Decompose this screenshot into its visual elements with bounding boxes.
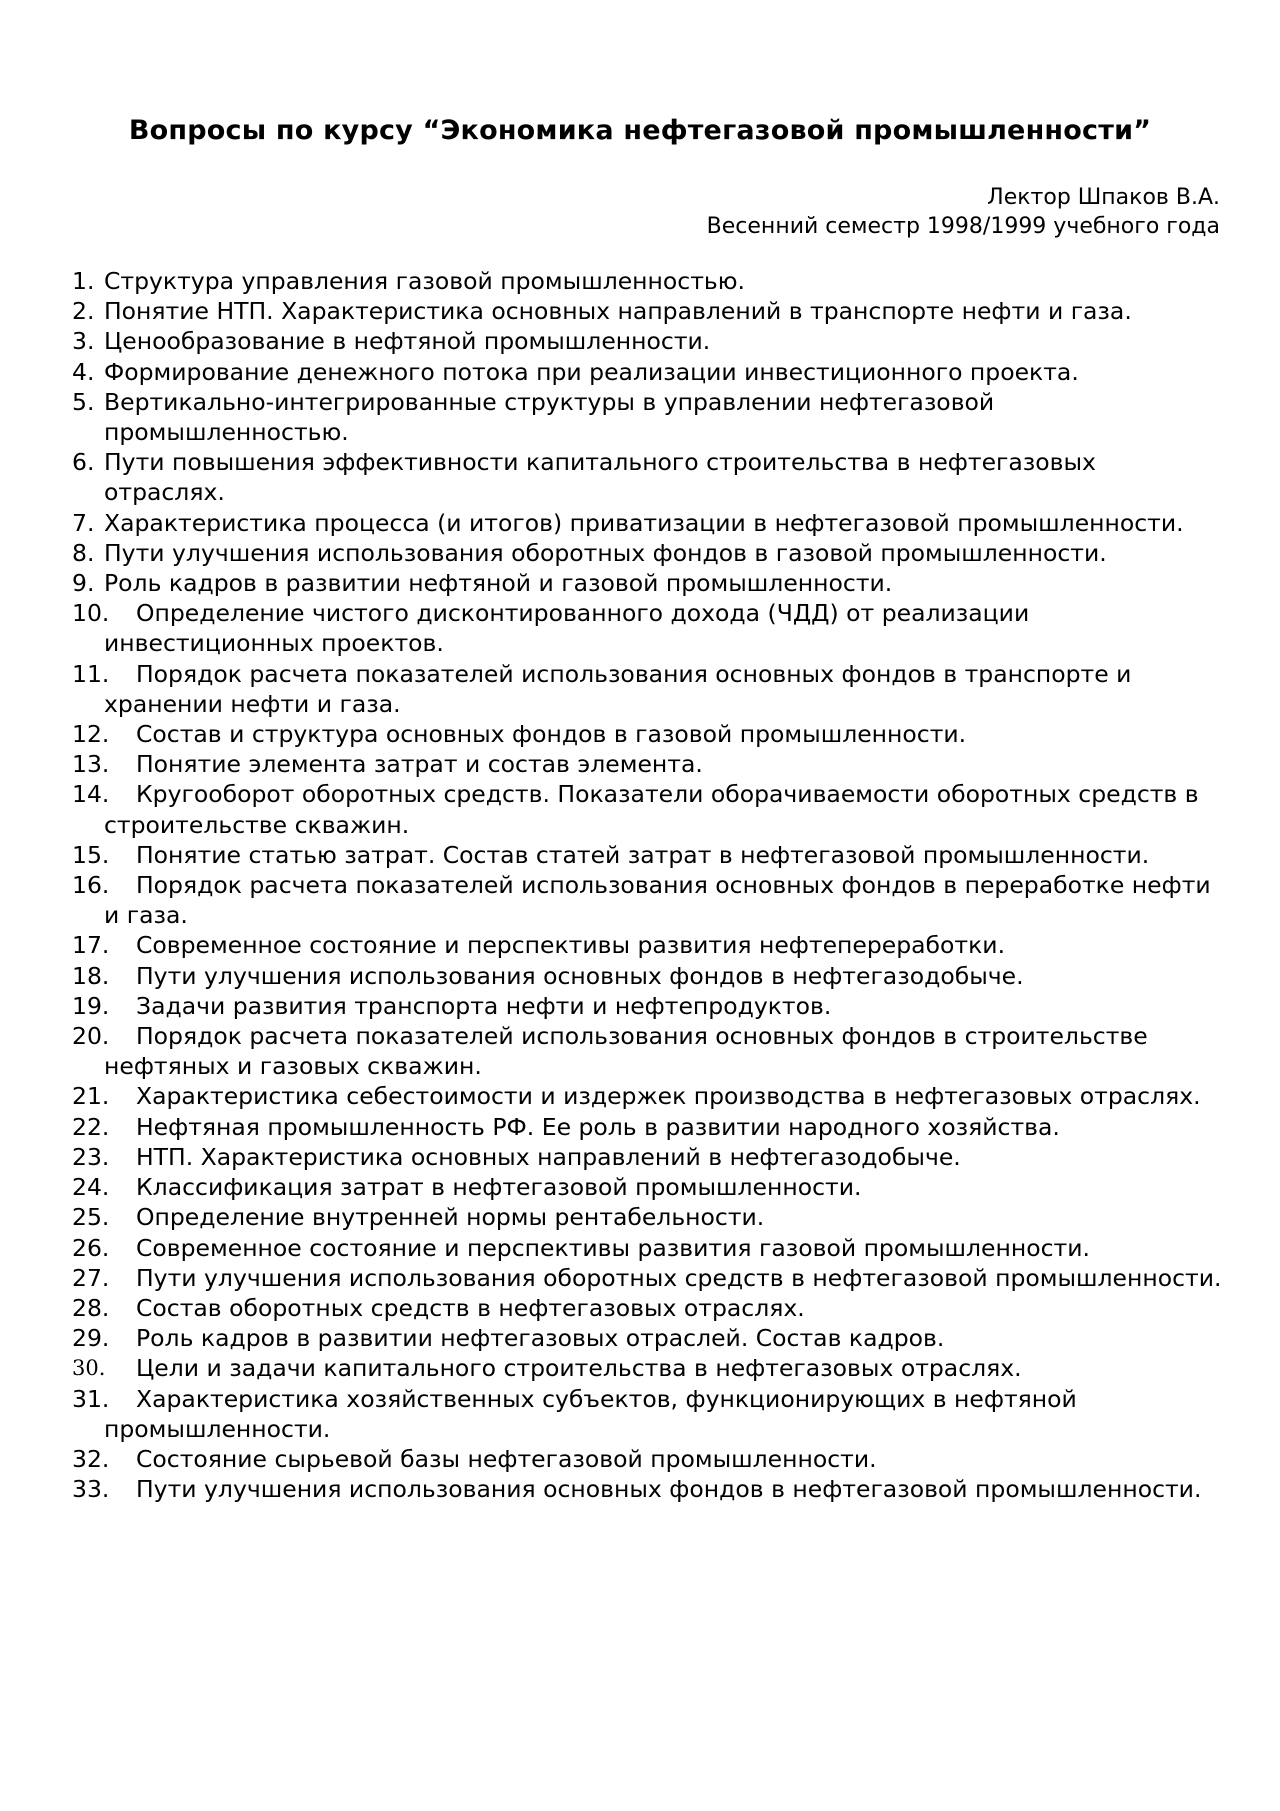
question-number: 2. — [72, 297, 95, 326]
question-number: 26. — [72, 1233, 110, 1262]
question-text: Порядок расчета показателей использования основных фондов в строительстве нефтяных и газовых скважин. — [104, 1022, 1148, 1081]
question-item — [72, 1474, 1222, 1504]
question-text: Характеристика процесса (и итогов) приватизации в нефтегазовой промышленности. — [104, 508, 1184, 537]
question-text: Порядок расчета показателей использования основных фондов в транспорте и хранении нефти и газа. — [104, 659, 1132, 718]
question-text: Нефтяная промышленность РФ. Ее роль в развитии народного хозяйства. — [136, 1112, 1060, 1141]
question-item — [72, 598, 1222, 658]
question-number: 33. — [72, 1475, 110, 1504]
question-text: Кругооборот оборотных средств. Показатели оборачиваемости оборотных средств в строительстве скважин. — [104, 780, 1199, 839]
question-number: 15. — [72, 840, 110, 869]
question-number: 1. — [72, 267, 95, 295]
question-item — [72, 1081, 1222, 1111]
question-number: 27. — [72, 1263, 110, 1292]
question-number: 32. — [72, 1444, 110, 1473]
question-item — [72, 508, 1222, 538]
question-item — [72, 568, 1222, 598]
question-number: 17. — [72, 931, 110, 960]
question-number: 5. — [72, 387, 95, 416]
question-number: 12. — [72, 720, 110, 749]
question-text: Задачи развития транспорта нефти и нефтепродуктов. — [136, 991, 832, 1020]
lecturer-line: Лектор Шпаков В.А. — [987, 185, 1220, 210]
question-number: 16. — [72, 871, 110, 900]
question-number: 13. — [72, 750, 110, 779]
question-number: 7. — [72, 508, 95, 537]
question-item — [72, 1323, 1222, 1353]
question-item — [72, 1353, 1222, 1383]
question-item — [72, 1021, 1222, 1081]
question-number: 22. — [72, 1112, 110, 1141]
question-text: Определение внутренней нормы рентабельности. — [136, 1203, 765, 1232]
question-number: 24. — [72, 1173, 110, 1202]
question-item — [72, 1293, 1222, 1323]
question-text: Понятие элемента затрат и состав элемента. — [136, 750, 703, 779]
question-text: Пути повышения эффективности капитального строительства в нефтегазовых отраслях. — [104, 448, 1096, 507]
question-item — [72, 387, 1222, 447]
question-text: Современное состояние и перспективы развития нефтепереработки. — [136, 931, 1006, 960]
question-number: 14. — [72, 780, 110, 809]
question-item — [72, 357, 1222, 387]
question-text: Характеристика хозяйственных субъектов, функционирующих в нефтяной промышленности. — [104, 1384, 1077, 1443]
question-text: Состояние сырьевой базы нефтегазовой промышленности. — [136, 1444, 877, 1473]
question-text: Порядок расчета показателей использования основных фондов в переработке нефти и газа. — [104, 871, 1211, 930]
question-number: 8. — [72, 538, 95, 567]
question-item — [72, 1233, 1222, 1263]
question-text: Роль кадров в развитии нефтяной и газовой промышленности. — [104, 569, 893, 598]
question-text: Цели и задачи капитального строительства в нефтегазовых отраслях. — [136, 1354, 1022, 1383]
question-item — [72, 719, 1222, 749]
question-text: Классификация затрат в нефтегазовой промышленности. — [136, 1173, 862, 1202]
question-number: 20. — [72, 1022, 110, 1051]
question-number: 31. — [72, 1384, 110, 1413]
question-number: 25. — [72, 1203, 110, 1232]
question-number: 30. — [72, 1356, 106, 1381]
question-text: Состав и структура основных фондов в газовой промышленности. — [136, 720, 967, 749]
question-item — [72, 1172, 1222, 1202]
question-text: Пути улучшения использования оборотных фондов в газовой промышленности. — [104, 538, 1107, 567]
question-text: Характеристика себестоимости и издержек производства в нефтегазовых отраслях. — [136, 1082, 1201, 1111]
question-item — [72, 779, 1222, 839]
question-text: Понятие статью затрат. Состав статей затрат в нефтегазовой промышленности. — [136, 840, 1150, 869]
question-number: 18. — [72, 961, 110, 990]
question-item — [72, 538, 1222, 568]
question-item — [72, 930, 1222, 960]
question-item — [72, 991, 1222, 1021]
question-item — [72, 266, 1222, 296]
question-number: 10. — [72, 599, 110, 628]
question-number: 19. — [72, 991, 110, 1020]
question-text: Определение чистого дисконтированного дохода (ЧДД) от реализации инвестиционных проектов. — [104, 599, 1030, 658]
question-number: 9. — [72, 569, 95, 598]
question-number: 23. — [72, 1142, 110, 1171]
question-text: Пути улучшения использования основных фондов в нефтегазодобыче. — [136, 961, 1024, 990]
question-number: 6. — [72, 448, 95, 477]
question-text: Пути улучшения использования основных фондов в нефтегазовой промышленности. — [136, 1475, 1202, 1504]
question-item — [72, 870, 1222, 930]
document-title: Вопросы по курсу “Экономика нефтегазовой промышленности” — [128, 115, 1152, 146]
question-text: Понятие НТП. Характеристика основных направлений в транспорте нефти и газа. — [104, 297, 1132, 326]
question-text: Пути улучшения использования оборотных средств в нефтегазовой промышленности. — [136, 1263, 1222, 1292]
question-item — [72, 1263, 1222, 1293]
question-number: 4. — [72, 357, 95, 386]
question-text: Формирование денежного потока при реализации инвестиционного проекта. — [104, 357, 1079, 386]
question-item — [72, 296, 1222, 326]
question-number: 29. — [72, 1324, 110, 1353]
question-number: 21. — [72, 1082, 110, 1111]
question-text: Роль кадров в развитии нефтегазовых отраслей. Состав кадров. — [136, 1324, 945, 1353]
question-text: Ценообразование в нефтяной промышленности. — [104, 327, 711, 356]
question-text: Структура управления газовой промышленностью. — [104, 267, 745, 295]
semester-line: Весенний семестр 1998/1999 учебного года — [706, 214, 1220, 239]
question-item — [72, 326, 1222, 356]
question-item — [72, 749, 1222, 779]
question-number: 3. — [72, 327, 95, 356]
question-text: Современное состояние и перспективы развития газовой промышленности. — [136, 1233, 1090, 1262]
question-item — [72, 840, 1222, 870]
document-meta — [707, 183, 1220, 241]
question-item — [72, 659, 1222, 719]
question-text: НТП. Характеристика основных направлений в нефтегазодобыче. — [136, 1142, 961, 1171]
question-item — [72, 1142, 1222, 1172]
question-text: Вертикально-интегрированные структуры в управлении нефтегазовой промышленностью. — [104, 387, 995, 447]
question-item — [72, 1112, 1222, 1142]
question-item — [72, 1202, 1222, 1232]
questions-list — [72, 266, 1222, 1504]
question-item — [72, 1384, 1222, 1444]
question-text: Состав оборотных средств в нефтегазовых отраслях. — [136, 1293, 805, 1322]
question-item — [72, 1444, 1222, 1474]
question-number: 28. — [72, 1293, 110, 1322]
question-number: 11. — [72, 659, 110, 688]
question-item — [72, 447, 1222, 507]
question-item — [72, 961, 1222, 991]
